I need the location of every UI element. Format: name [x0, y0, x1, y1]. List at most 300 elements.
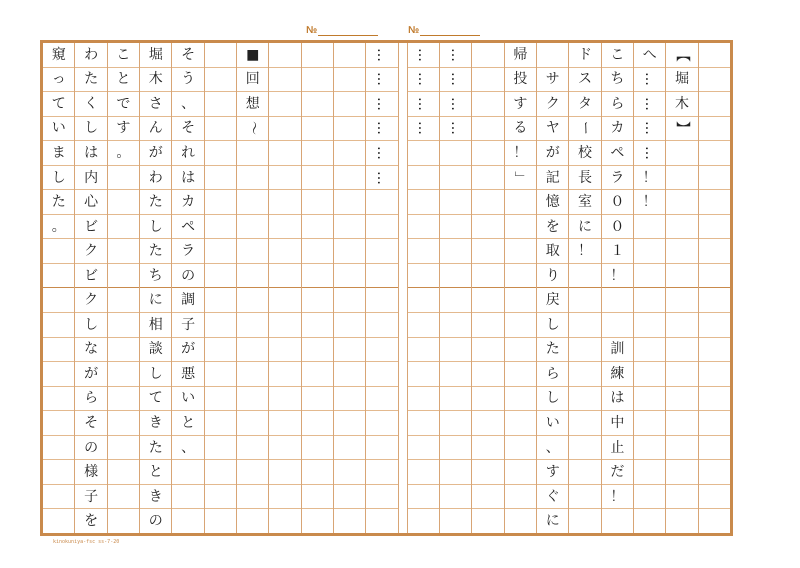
manuscript-cell: の	[148, 513, 163, 530]
manuscript-cell	[108, 288, 139, 313]
manuscript-cell	[269, 92, 300, 117]
manuscript-cell: 中	[602, 411, 633, 436]
manuscript-cell	[366, 509, 397, 533]
manuscript-column	[236, 43, 268, 533]
manuscript-cell	[205, 509, 236, 533]
manuscript-cell: が	[75, 362, 106, 387]
manuscript-cell	[269, 190, 300, 215]
manuscript-cell	[205, 411, 236, 436]
manuscript-column	[171, 43, 203, 533]
manuscript-cell: し	[537, 313, 568, 338]
manuscript-cell	[269, 362, 300, 387]
manuscript-cell	[408, 411, 439, 436]
manuscript-cell: ー	[569, 117, 600, 142]
manuscript-cell: …	[366, 166, 397, 191]
manuscript-cell	[408, 485, 439, 510]
manuscript-cell: ペ	[172, 215, 203, 240]
manuscript-cell	[699, 411, 730, 436]
manuscript-cell	[269, 43, 300, 68]
manuscript-cell	[334, 141, 365, 166]
manuscript-cell	[334, 411, 365, 436]
manuscript-cell	[699, 141, 730, 166]
manuscript-cell	[505, 460, 536, 485]
manuscript-cell	[43, 436, 74, 461]
manuscript-cell	[334, 313, 365, 338]
manuscript-column	[74, 43, 106, 533]
manuscript-cell	[634, 509, 665, 533]
manuscript-cell	[302, 288, 333, 313]
manuscript-cell	[569, 485, 600, 510]
manuscript-cell: 、	[537, 436, 568, 461]
manuscript-cell	[666, 166, 697, 191]
manuscript-cell	[699, 485, 730, 510]
manuscript-cell	[237, 313, 268, 338]
manuscript-cell	[302, 509, 333, 533]
manuscript-cell	[408, 166, 439, 191]
manuscript-cell	[237, 338, 268, 363]
manuscript-cell	[472, 362, 503, 387]
manuscript-cell: ビ	[75, 264, 106, 289]
manuscript-column	[471, 43, 503, 533]
manuscript-cell	[634, 411, 665, 436]
manuscript-cell	[302, 436, 333, 461]
manuscript-cell	[269, 215, 300, 240]
manuscript-cell: さ	[140, 92, 171, 117]
manuscript-cell	[699, 313, 730, 338]
manuscript-cell	[699, 43, 730, 68]
manuscript-cell: 子	[75, 485, 106, 510]
manuscript-cell	[43, 313, 74, 338]
manuscript-cell: ラ	[172, 239, 203, 264]
manuscript-cell	[43, 387, 74, 412]
manuscript-cell: て	[140, 387, 171, 412]
manuscript-column	[536, 43, 568, 533]
manuscript-cell	[269, 166, 300, 191]
manuscript-cell: 心	[75, 190, 106, 215]
manuscript-cell	[302, 141, 333, 166]
manuscript-cell	[334, 68, 365, 93]
manuscript-cell	[108, 338, 139, 363]
manuscript-cell	[366, 338, 397, 363]
manuscript-cell	[569, 313, 600, 338]
manuscript-cell: と	[140, 460, 171, 485]
manuscript-cell	[666, 485, 697, 510]
manuscript-cell: ！	[505, 141, 536, 166]
manuscript-cell	[569, 411, 600, 436]
manuscript-cell	[408, 509, 439, 533]
manuscript-cell: 帰	[505, 43, 536, 68]
manuscript-cell	[666, 509, 697, 533]
manuscript-cell: 止	[602, 436, 633, 461]
center-gutter	[398, 43, 407, 533]
manuscript-cell	[666, 239, 697, 264]
manuscript-cell: す	[108, 117, 139, 142]
manuscript-column	[665, 43, 697, 533]
manuscript-cell: 取	[537, 239, 568, 264]
manuscript-cell	[269, 68, 300, 93]
manuscript-cell	[666, 362, 697, 387]
manuscript-cell: …	[408, 68, 439, 93]
manuscript-cell	[472, 215, 503, 240]
manuscript-cell	[505, 387, 536, 412]
manuscript-cell	[43, 460, 74, 485]
number-underline	[318, 26, 378, 36]
manuscript-cell: す	[505, 92, 536, 117]
manuscript-cell	[408, 239, 439, 264]
manuscript-cell: と	[172, 411, 203, 436]
manuscript-column	[43, 43, 74, 533]
manuscript-cell	[334, 239, 365, 264]
manuscript-cell: ～	[237, 117, 268, 142]
manuscript-cell: だ	[602, 460, 633, 485]
manuscript-cell	[408, 313, 439, 338]
manuscript-cell: カ	[172, 190, 203, 215]
manuscript-cell	[302, 239, 333, 264]
manuscript-cell	[366, 288, 397, 313]
manuscript-cell	[505, 411, 536, 436]
manuscript-cell	[569, 362, 600, 387]
manuscript-cell: た	[140, 190, 171, 215]
manuscript-cell	[699, 117, 730, 142]
manuscript-cell	[440, 264, 471, 289]
manuscript-cell	[43, 239, 74, 264]
manuscript-cell: カ	[602, 117, 633, 142]
manuscript-cell	[205, 141, 236, 166]
manuscript-cell	[472, 190, 503, 215]
manuscript-cell	[205, 338, 236, 363]
manuscript-cell: ら	[537, 362, 568, 387]
manuscript-cell: を	[537, 215, 568, 240]
manuscript-cell	[334, 288, 365, 313]
manuscript-cell	[237, 387, 268, 412]
manuscript-cell	[205, 288, 236, 313]
manuscript-cell	[302, 190, 333, 215]
manuscript-cell: １	[602, 239, 633, 264]
manuscript-cell	[205, 117, 236, 142]
manuscript-cell	[302, 387, 333, 412]
manuscript-cell	[666, 313, 697, 338]
manuscript-cell	[408, 460, 439, 485]
manuscript-cell: に	[569, 215, 600, 240]
manuscript-cell: し	[537, 387, 568, 412]
manuscript-cell: し	[75, 313, 106, 338]
manuscript-cell: い	[537, 411, 568, 436]
manuscript-cell	[505, 239, 536, 264]
manuscript-cell: が	[140, 141, 171, 166]
manuscript-cell	[408, 190, 439, 215]
manuscript-cell	[440, 387, 471, 412]
manuscript-cell: …	[408, 117, 439, 142]
manuscript-cell: …	[440, 92, 471, 117]
manuscript-cell: い	[43, 117, 74, 142]
manuscript-cell	[269, 436, 300, 461]
manuscript-cell	[666, 338, 697, 363]
manuscript-cell	[472, 387, 503, 412]
manuscript-cell	[302, 460, 333, 485]
manuscript-cell	[172, 509, 203, 533]
manuscript-cell	[108, 215, 139, 240]
manuscript-cell	[237, 436, 268, 461]
manuscript-cell	[666, 141, 697, 166]
manuscript-cell	[334, 190, 365, 215]
manuscript-cell	[472, 117, 503, 142]
manuscript-cell	[699, 436, 730, 461]
manuscript-cell: 」	[505, 166, 536, 191]
manuscript-cell: ま	[43, 141, 74, 166]
manuscript-cell	[472, 68, 503, 93]
manuscript-cell: な	[75, 338, 106, 363]
manuscript-cell	[43, 264, 74, 289]
manuscript-cell: 投	[505, 68, 536, 93]
manuscript-cell	[634, 288, 665, 313]
manuscript-cell: 練	[602, 362, 633, 387]
manuscript-cell: う	[172, 68, 203, 93]
manuscript-cell: 内	[75, 166, 106, 191]
manuscript-cell	[205, 436, 236, 461]
manuscript-cell	[366, 362, 397, 387]
manuscript-cell	[205, 215, 236, 240]
manuscript-cell	[172, 460, 203, 485]
manuscript-cell: ！	[634, 166, 665, 191]
manuscript-cell	[366, 436, 397, 461]
manuscript-cell	[302, 68, 333, 93]
manuscript-column	[365, 43, 397, 533]
manuscript-cell: た	[43, 190, 74, 215]
manuscript-cell	[366, 313, 397, 338]
manuscript-cell	[269, 288, 300, 313]
manuscript-cell	[699, 166, 730, 191]
manuscript-cell	[440, 141, 471, 166]
manuscript-cell: ヤ	[537, 117, 568, 142]
manuscript-cell	[440, 288, 471, 313]
manuscript-cell	[237, 460, 268, 485]
manuscript-cell	[334, 436, 365, 461]
manuscript-cell: が	[537, 141, 568, 166]
number-label: №	[306, 25, 318, 36]
manuscript-cell: ！	[634, 190, 665, 215]
manuscript-cell	[237, 362, 268, 387]
manuscript-cell: ０	[602, 215, 633, 240]
manuscript-cell: 様	[75, 460, 106, 485]
manuscript-cell	[440, 485, 471, 510]
manuscript-cell	[537, 43, 568, 68]
manuscript-cell	[440, 239, 471, 264]
manuscript-cell: ■	[237, 43, 268, 68]
manuscript-cell	[602, 509, 633, 533]
manuscript-cell	[205, 166, 236, 191]
manuscript-cell: た	[75, 68, 106, 93]
manuscript-cell	[472, 485, 503, 510]
header-number-field-1	[306, 25, 378, 39]
manuscript-cell	[472, 264, 503, 289]
manuscript-cell: …	[366, 117, 397, 142]
manuscript-cell: し	[140, 362, 171, 387]
manuscript-cell: し	[140, 215, 171, 240]
manuscript-cell	[408, 387, 439, 412]
manuscript-cell	[43, 288, 74, 313]
manuscript-cell	[108, 239, 139, 264]
manuscript-cell	[205, 460, 236, 485]
manuscript-cell: ち	[602, 68, 633, 93]
manuscript-cell: ち	[140, 264, 171, 289]
manuscript-cell	[237, 288, 268, 313]
manuscript-cell: で	[108, 92, 139, 117]
manuscript-cell	[366, 387, 397, 412]
manuscript-column	[439, 43, 471, 533]
manuscript-cell	[302, 411, 333, 436]
manuscript-cell	[440, 460, 471, 485]
manuscript-cell	[699, 190, 730, 215]
manuscript-cell	[108, 166, 139, 191]
manuscript-cell	[602, 313, 633, 338]
manuscript-cell: て	[43, 92, 74, 117]
manuscript-cell	[205, 485, 236, 510]
manuscript-cell: わ	[75, 43, 106, 68]
manuscript-cell: ら	[75, 387, 106, 412]
manuscript-cell	[699, 362, 730, 387]
manuscript-cell	[505, 264, 536, 289]
manuscript-cell	[699, 264, 730, 289]
manuscript-cell: …	[440, 43, 471, 68]
manuscript-cell	[666, 264, 697, 289]
manuscript-cell	[408, 215, 439, 240]
manuscript-cell	[334, 362, 365, 387]
manuscript-cell	[472, 239, 503, 264]
manuscript-cell: サ	[537, 68, 568, 93]
manuscript-cell	[366, 190, 397, 215]
manuscript-cell	[472, 313, 503, 338]
manuscript-cell	[699, 509, 730, 533]
manuscript-cell	[366, 411, 397, 436]
manuscript-cell: ん	[140, 117, 171, 142]
manuscript-cell	[302, 338, 333, 363]
manuscript-cell: し	[43, 166, 74, 191]
manuscript-cell	[334, 460, 365, 485]
manuscript-cell: 校	[569, 141, 600, 166]
manuscript-cell	[43, 362, 74, 387]
manuscript-column	[568, 43, 600, 533]
manuscript-cell	[440, 190, 471, 215]
manuscript-cell	[666, 387, 697, 412]
manuscript-cell	[269, 460, 300, 485]
manuscript-cell	[237, 485, 268, 510]
manuscript-cell	[699, 387, 730, 412]
manuscript-cell	[302, 117, 333, 142]
manuscript-cell	[302, 313, 333, 338]
manuscript-cell: 。	[43, 215, 74, 240]
manuscript-cell	[569, 436, 600, 461]
manuscript-cell: …	[408, 92, 439, 117]
manuscript-cell	[108, 362, 139, 387]
manuscript-cell	[666, 460, 697, 485]
manuscript-cell: 。	[108, 141, 139, 166]
manuscript-cell	[334, 215, 365, 240]
manuscript-cell: に	[140, 288, 171, 313]
manuscript-cell: は	[602, 387, 633, 412]
manuscript-cell: …	[634, 141, 665, 166]
manuscript-cell	[269, 264, 300, 289]
manuscript-cell: く	[75, 92, 106, 117]
manuscript-cell	[269, 338, 300, 363]
manuscript-cell: 堀	[140, 43, 171, 68]
manuscript-cell	[43, 509, 74, 533]
manuscript-cell: …	[366, 92, 397, 117]
manuscript-cell	[205, 68, 236, 93]
manuscript-cell	[408, 288, 439, 313]
manuscript-cell: 記	[537, 166, 568, 191]
manuscript-cell	[334, 43, 365, 68]
manuscript-cell: と	[108, 68, 139, 93]
manuscript-cell	[472, 338, 503, 363]
manuscript-cell	[634, 239, 665, 264]
manuscript-column	[633, 43, 665, 533]
manuscript-cell	[472, 288, 503, 313]
manuscript-cell	[108, 485, 139, 510]
manuscript-cell	[408, 338, 439, 363]
manuscript-cell	[634, 215, 665, 240]
manuscript-cell: …	[366, 68, 397, 93]
manuscript-cell	[302, 362, 333, 387]
manuscript-cell	[408, 436, 439, 461]
manuscript-cell	[108, 264, 139, 289]
manuscript-cell: ！	[569, 239, 600, 264]
manuscript-cell	[302, 215, 333, 240]
manuscript-cell: ！	[602, 264, 633, 289]
manuscript-cell	[408, 264, 439, 289]
manuscript-cell	[634, 362, 665, 387]
manuscript-paper	[40, 40, 733, 536]
manuscript-cell	[472, 509, 503, 533]
manuscript-cell: …	[440, 68, 471, 93]
manuscript-cell	[237, 141, 268, 166]
manuscript-cell: い	[172, 387, 203, 412]
manuscript-cell: 木	[140, 68, 171, 93]
manuscript-cell: …	[366, 43, 397, 68]
manuscript-column	[268, 43, 300, 533]
manuscript-cell	[569, 288, 600, 313]
manuscript-cell	[472, 92, 503, 117]
header-number-field-2	[408, 25, 480, 39]
manuscript-cell	[269, 117, 300, 142]
manuscript-cell: が	[172, 338, 203, 363]
manuscript-column	[407, 43, 439, 533]
manuscript-cell	[472, 460, 503, 485]
manuscript-cell	[699, 338, 730, 363]
manuscript-cell	[699, 92, 730, 117]
manuscript-cell	[269, 313, 300, 338]
manuscript-column	[301, 43, 333, 533]
manuscript-cell: た	[140, 239, 171, 264]
manuscript-cell	[440, 313, 471, 338]
manuscript-cell	[43, 485, 74, 510]
manuscript-cell: は	[75, 141, 106, 166]
manuscript-cell	[408, 141, 439, 166]
manuscript-cell	[237, 264, 268, 289]
manuscript-cell: 憶	[537, 190, 568, 215]
manuscript-cell: ク	[537, 92, 568, 117]
manuscript-cell	[699, 288, 730, 313]
manuscript-cell	[505, 436, 536, 461]
manuscript-cell	[108, 460, 139, 485]
manuscript-cell: 長	[569, 166, 600, 191]
manuscript-cell: わ	[140, 166, 171, 191]
manuscript-cell: 回	[237, 68, 268, 93]
manuscript-cell	[699, 460, 730, 485]
manuscript-cell: は	[172, 166, 203, 191]
manuscript-cell	[205, 190, 236, 215]
manuscript-cell	[666, 288, 697, 313]
manuscript-cell	[569, 338, 600, 363]
